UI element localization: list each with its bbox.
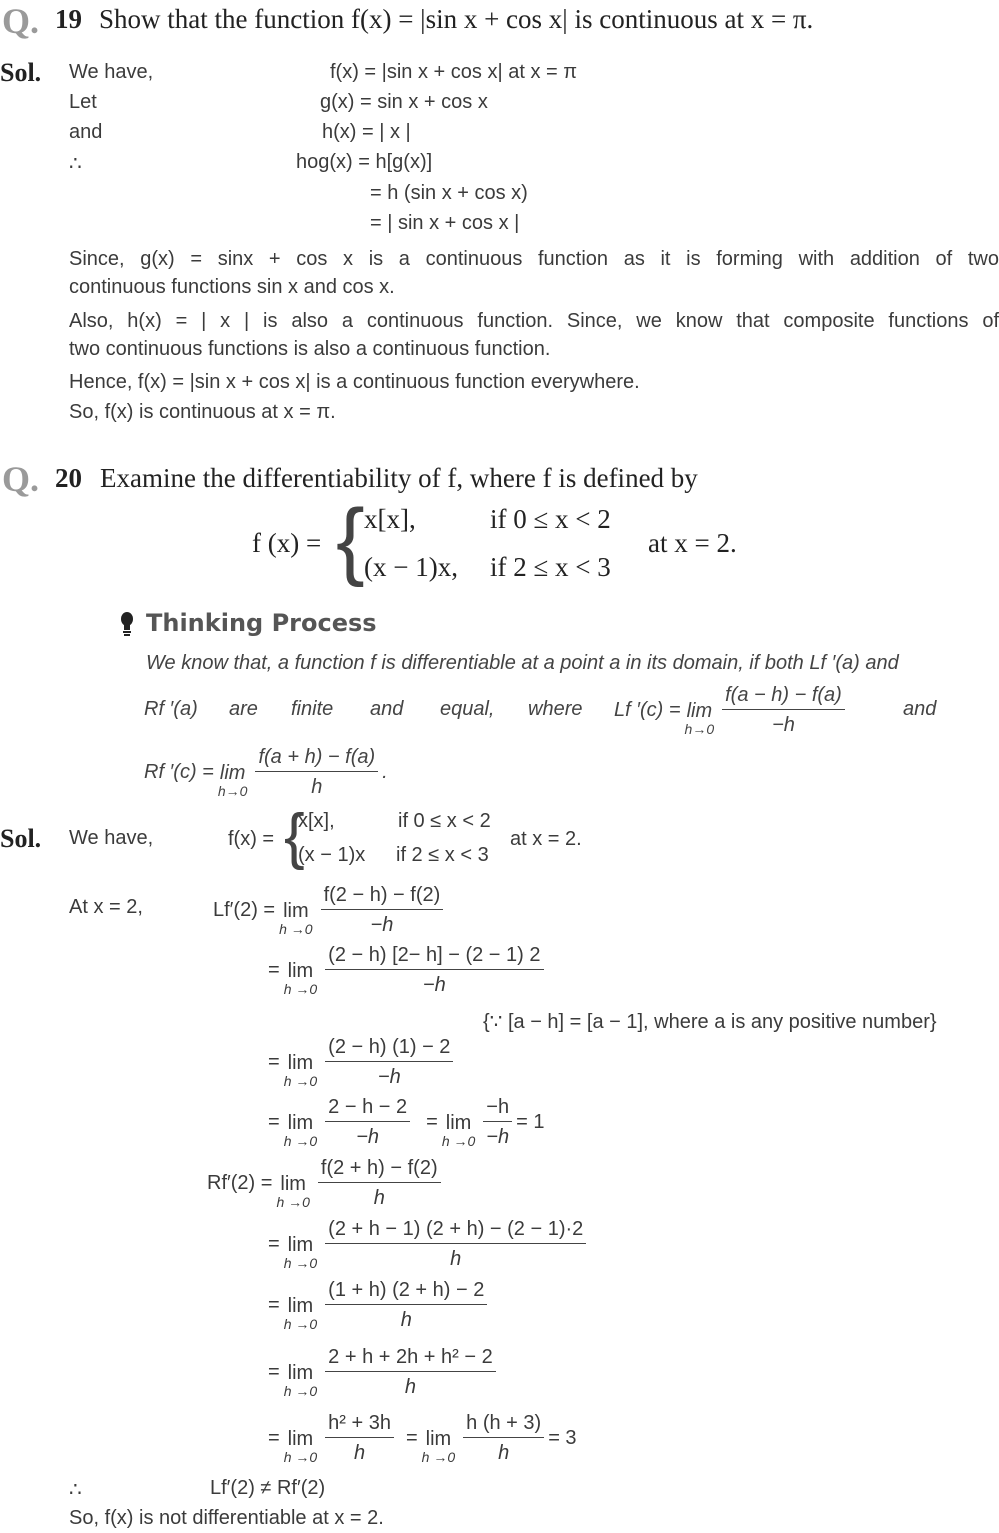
thinking-word: and xyxy=(370,698,404,720)
lf-definition xyxy=(614,675,849,745)
brace-icon: { xyxy=(284,802,305,871)
lim-subscript: h →0 xyxy=(283,980,318,997)
equals: = xyxy=(405,1426,418,1449)
derivation-step xyxy=(207,1148,445,1218)
note: {∵ [a − h] = [a − 1], where a is any positive number} xyxy=(483,1011,937,1033)
denominator: −h xyxy=(772,713,795,736)
conclusion: So, f(x) is continuous at x = π. xyxy=(69,401,336,423)
equals: = xyxy=(268,1110,280,1133)
derivation-step xyxy=(268,1403,577,1473)
denominator: h xyxy=(373,1186,385,1209)
numerator: f(2 + h) − f(2) xyxy=(318,1157,441,1183)
equation: = h (sin x + cos x) xyxy=(370,182,528,204)
thinking-process-title: Thinking Process xyxy=(146,609,377,637)
paragraph-line: Also, h(x) = | x | is also a continuous function. Since, we know that composite functions of xyxy=(69,310,999,332)
question-number: 19 xyxy=(55,4,82,34)
limit xyxy=(284,1052,317,1089)
numerator: f(2 − h) − f(2) xyxy=(321,884,444,910)
denominator: −h xyxy=(370,913,394,936)
case-expression: (x − 1)x, xyxy=(364,552,458,582)
fraction xyxy=(325,1218,586,1271)
case-expression: x[x], xyxy=(364,504,416,534)
lightbulb-icon xyxy=(120,612,134,638)
lim-text: lim xyxy=(287,1361,314,1384)
thinking-word: finite xyxy=(291,698,334,720)
equation: hog(x) = h[g(x)] xyxy=(296,151,433,173)
equals: = xyxy=(268,1360,280,1383)
step-label: At x = 2, xyxy=(69,896,143,918)
numerator: h (h + 3) xyxy=(463,1412,544,1438)
lim-text: lim xyxy=(287,1233,314,1256)
question-marker: Q. xyxy=(2,459,40,499)
result: = 1 xyxy=(516,1110,545,1133)
lim-text: lim xyxy=(287,1294,314,1317)
case-condition: if 0 ≤ x < 2 xyxy=(398,810,491,832)
lim-text: lim xyxy=(283,899,309,922)
denominator: −h xyxy=(377,1065,401,1088)
definition-point: at x = 2. xyxy=(648,528,737,558)
lim-subscript: h →0 xyxy=(283,1315,318,1332)
case-expression: (x − 1)x xyxy=(298,844,366,866)
question-text: Show that the function f(x) = |sin x + cos x| is continuous at x = π. xyxy=(99,4,814,34)
equals: = xyxy=(268,1293,280,1316)
limit xyxy=(442,1112,475,1149)
solution-label: Sol. xyxy=(0,824,42,853)
lim-text: lim xyxy=(280,1172,306,1195)
question-marker: Q. xyxy=(2,1,40,41)
equals: = xyxy=(268,958,280,981)
lf-lhs: Lf′(2) = xyxy=(213,898,276,921)
numerator: (2 + h − 1) (2 + h) − (2 − 1)·2 xyxy=(325,1218,586,1244)
derivation-step xyxy=(268,1337,500,1407)
limit xyxy=(284,1428,317,1465)
case-condition: if 0 ≤ x < 2 xyxy=(490,504,611,534)
numerator: f(a + h) − f(a) xyxy=(255,746,378,772)
step-label: ∴ xyxy=(69,153,82,175)
denominator: h xyxy=(354,1441,366,1464)
derivation-step xyxy=(268,935,548,1005)
equals: = xyxy=(268,1426,280,1449)
fraction xyxy=(325,1096,410,1149)
lim-subscript: h→0 xyxy=(684,720,715,737)
step-label: and xyxy=(69,121,103,143)
definition-lhs: f (x) = xyxy=(252,528,322,558)
thinking-word: equal, xyxy=(440,698,495,720)
denominator: −h xyxy=(356,1125,380,1148)
case-condition: if 2 ≤ x < 3 xyxy=(490,552,611,582)
numerator: f(a − h) − f(a) xyxy=(722,684,845,710)
equation: g(x) = sin x + cos x xyxy=(320,91,488,113)
denominator: h xyxy=(450,1247,462,1270)
lim-subscript: h →0 xyxy=(283,1382,318,1399)
derivation-step xyxy=(268,1270,491,1340)
definition-lhs: f(x) = xyxy=(228,828,275,850)
thinking-word: are xyxy=(229,698,258,720)
paragraph-line: Hence, f(x) = |sin x + cos x| is a continuous function everywhere. xyxy=(69,371,640,393)
fraction xyxy=(325,1412,394,1465)
fraction xyxy=(325,1036,453,1089)
lim-subscript: h →0 xyxy=(283,1254,318,1271)
fraction xyxy=(463,1412,544,1465)
lim-text: lim xyxy=(287,1427,314,1450)
question-text: Examine the differentiability of f, where f is defined by xyxy=(100,463,698,493)
rf-definition xyxy=(144,737,388,807)
limit xyxy=(284,960,317,997)
brace-icon: { xyxy=(336,492,365,588)
paragraph-line: two continuous functions is also a continuous function. xyxy=(69,338,551,360)
lim-subscript: h →0 xyxy=(283,1072,318,1089)
numerator: −h xyxy=(483,1096,512,1122)
equation: f(x) = |sin x + cos x| at x = π xyxy=(330,61,578,83)
step-label: Let xyxy=(69,91,97,113)
limit xyxy=(284,1234,317,1271)
case-expression: x[x], xyxy=(298,810,335,832)
limit xyxy=(284,1295,317,1332)
equation: h(x) = | x | xyxy=(322,121,411,143)
limit xyxy=(284,1112,317,1149)
thinking-word: Rf ′(a) xyxy=(144,698,198,720)
equals: = xyxy=(268,1050,280,1073)
denominator: h xyxy=(311,775,323,798)
lf-lhs: Lf ′(c) = xyxy=(614,698,681,721)
fraction xyxy=(722,684,845,737)
equals: = xyxy=(426,1110,438,1133)
comparison: Lf′(2) ≠ Rf′(2) xyxy=(210,1477,326,1499)
lim-subscript: h →0 xyxy=(421,1448,456,1465)
denominator: −h xyxy=(422,973,446,996)
lim-text: lim xyxy=(287,1111,314,1134)
limit xyxy=(276,1173,309,1210)
solution-label: Sol. xyxy=(0,58,42,87)
paragraph-line: Since, g(x) = sinx + cos x is a continuous function as it is forming with addition of two xyxy=(69,248,999,270)
lim-text: lim xyxy=(219,761,246,784)
lim-subscript: h →0 xyxy=(276,1193,310,1210)
denominator: h xyxy=(498,1441,510,1464)
fraction xyxy=(318,1157,441,1210)
numerator: (2 − h) (1) − 2 xyxy=(325,1036,453,1062)
fraction xyxy=(325,1279,487,1332)
equals: = xyxy=(268,1232,280,1255)
case-condition: if 2 ≤ x < 3 xyxy=(396,844,489,866)
rf-lhs: Rf′(2) = xyxy=(207,1171,273,1194)
lim-subscript: h →0 xyxy=(283,1448,318,1465)
therefore-symbol: ∴ xyxy=(69,1479,82,1501)
period: . xyxy=(382,760,388,783)
lim-text: lim xyxy=(287,1051,314,1074)
thinking-word: and xyxy=(903,698,937,720)
lim-text: lim xyxy=(425,1427,452,1450)
denominator: h xyxy=(400,1308,412,1331)
derivation-step xyxy=(268,1087,544,1157)
fraction xyxy=(255,746,378,799)
limit xyxy=(685,700,715,737)
conclusion: So, f(x) is not differentiable at x = 2. xyxy=(69,1507,384,1529)
lim-text: lim xyxy=(287,959,314,982)
numerator: (2 − h) [2− h] − (2 − 1) 2 xyxy=(325,944,543,970)
fraction xyxy=(483,1096,512,1149)
denominator: h xyxy=(404,1375,416,1398)
rf-lhs: Rf ′(c) = xyxy=(144,760,214,783)
lim-text: lim xyxy=(445,1111,472,1134)
numerator: (1 + h) (2 + h) − 2 xyxy=(325,1279,487,1305)
lim-subscript: h →0 xyxy=(283,1132,318,1149)
lim-subscript: h →0 xyxy=(279,920,313,937)
numerator: 2 − h − 2 xyxy=(325,1096,410,1122)
step-label: We have, xyxy=(69,61,154,83)
denominator: −h xyxy=(486,1125,510,1148)
derivation-step xyxy=(268,1209,590,1279)
lim-subscript: h →0 xyxy=(441,1132,476,1149)
fraction xyxy=(325,944,543,997)
limit xyxy=(279,900,312,937)
lim-subscript: h→0 xyxy=(217,782,248,799)
numerator: 2 + h + 2h + h² − 2 xyxy=(325,1346,496,1372)
limit xyxy=(218,762,248,799)
result: = 3 xyxy=(548,1426,577,1449)
equation: = | sin x + cos x | xyxy=(370,212,520,234)
lim-text: lim xyxy=(686,699,713,722)
limit xyxy=(422,1428,455,1465)
fraction xyxy=(325,1346,496,1399)
limit xyxy=(284,1362,317,1399)
question-number: 20 xyxy=(55,463,82,493)
step-label: We have, xyxy=(69,827,154,849)
paragraph-line: continuous functions sin x and cos x. xyxy=(69,276,395,298)
fraction xyxy=(321,884,444,937)
thinking-word: where xyxy=(528,698,583,720)
thinking-line: We know that, a function f is differentiable at a point a in its domain, if both Lf ′(a) and xyxy=(146,652,899,674)
numerator: h² + 3h xyxy=(325,1412,394,1438)
definition-point: at x = 2. xyxy=(510,828,582,850)
